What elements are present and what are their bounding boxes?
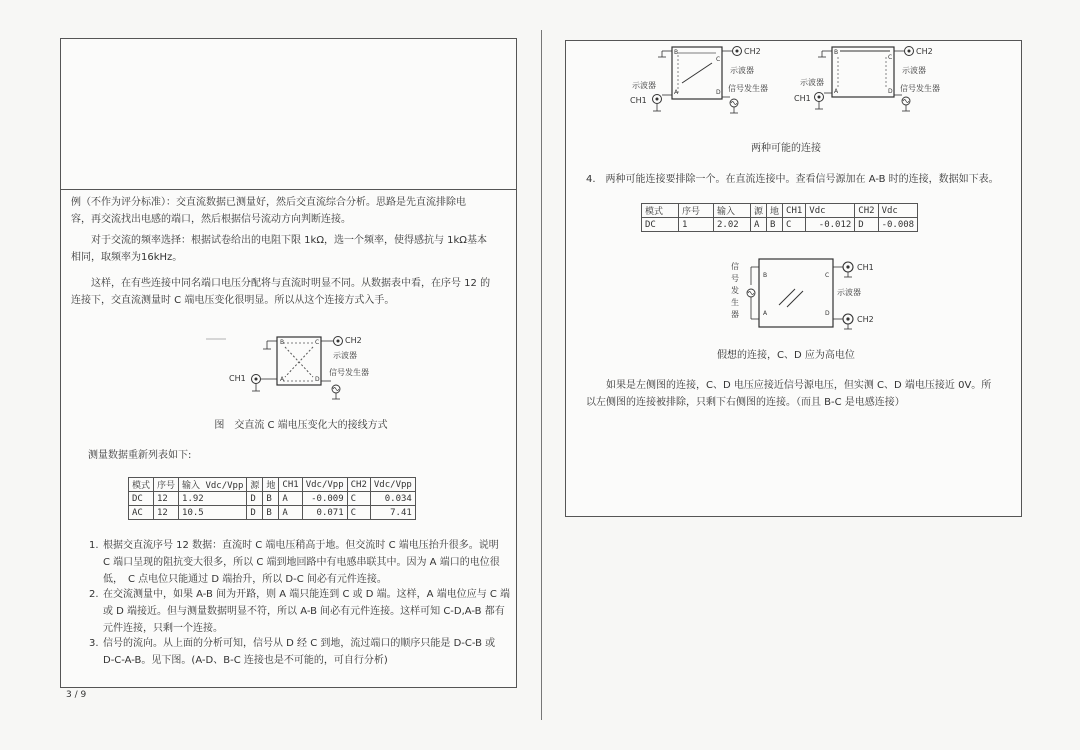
- table-header-cell: 源: [247, 478, 263, 492]
- table-cell: DC: [642, 218, 679, 232]
- right-page-frame: [565, 40, 1022, 517]
- table-row: [129, 492, 416, 506]
- table-cell: B: [767, 218, 783, 232]
- svg-text:B: B: [834, 49, 839, 56]
- svg-text:示波器: 示波器: [632, 81, 656, 90]
- table-header-cell: 地: [263, 478, 279, 492]
- page-number: 3 / 9: [66, 690, 87, 700]
- svg-text:C: C: [716, 56, 721, 63]
- item-4-text: 4. 两种可能连接要排除一个。在直流连接中。查看信号源加在 A-B 时的连接，数据如下表。: [586, 174, 999, 185]
- table-cell: 1: [679, 218, 714, 232]
- table-cell: 2.02: [714, 218, 751, 232]
- table-cell: D: [247, 506, 263, 520]
- svg-text:D: D: [888, 88, 893, 95]
- svg-text:信号发生器: 信号发生器: [329, 368, 369, 377]
- table-header-cell: 序号: [154, 478, 179, 492]
- two-connections-caption: 两种可能的连接: [751, 143, 821, 154]
- svg-text:器: 器: [731, 310, 739, 319]
- list-item-2: 2. 在交流测量中，如果 A-B 间为开路，则 A 端只能连到 C 或 D 端。这样，A 端电位应与 C 端 或 D 端接近。但与测量数据明显不符，所以 A-B 间必有元件连接。这样可知 C-D,A-B 都有 元件连接，只剩一个连接。: [89, 589, 511, 634]
- svg-text:D: D: [315, 376, 320, 383]
- table-cell: A: [279, 492, 302, 506]
- table-cell: A: [751, 218, 767, 232]
- possible-connection-right-diagram: [796, 43, 956, 121]
- svg-text:CH2: CH2: [744, 47, 761, 56]
- table-cell: D: [247, 492, 263, 506]
- paragraph-freq-line2: 相同，取频率为16kHz。: [71, 252, 183, 263]
- svg-text:A: A: [674, 89, 679, 96]
- paragraph-freq-line1: 对于交流的频率选择：根据试卷给出的电阻下限 1kΩ，选一个频率，使得感抗与 1kΩ基本: [91, 235, 487, 246]
- paragraph-intro-line2: 容，再交流找出电感的端口，然后根据信号流动方向判断连接。: [71, 214, 351, 225]
- table-header-cell: 模式: [642, 204, 679, 218]
- svg-text:信号发生器: 信号发生器: [728, 84, 768, 93]
- left-page-frame: [60, 38, 517, 688]
- table-header-cell: CH2: [347, 478, 370, 492]
- table-header-cell: CH1: [783, 204, 806, 218]
- table-cell: DC: [129, 492, 154, 506]
- table-cell: C: [347, 506, 370, 520]
- svg-text:CH2: CH2: [345, 336, 362, 345]
- table-header-cell: 源: [751, 204, 767, 218]
- svg-text:B: B: [674, 49, 679, 56]
- paragraph-conn-line1: 这样，在有些连接中同名端口电压分配将与直流时明显不同。从数据表中看，在序号 12 的: [91, 278, 491, 289]
- svg-text:示波器: 示波器: [902, 66, 926, 75]
- table-header-cell: 输入 Vdc/Vpp: [179, 478, 247, 492]
- figure-caption: 图 交直流 C 端电压变化大的接线方式: [214, 420, 388, 431]
- table-header-cell: 模式: [129, 478, 154, 492]
- table-cell: -0.009: [302, 492, 347, 506]
- table-cell: C: [347, 492, 370, 506]
- table-cell: C: [783, 218, 806, 232]
- svg-text:CH2: CH2: [857, 315, 874, 324]
- list-item-3: 3. 信号的流向。从上面的分析可知，信号从 D 经 C 到地，流过端口的顺序只能是 D-C-B 或 D-C-A-B。见下图。(A-D、B-C 连接也是不可能的，可自行分析): [89, 638, 496, 666]
- table-header-cell: 序号: [679, 204, 714, 218]
- paragraph-intro-line1: 例（不作为评分标准）：交直流数据已测量好，然后交直流综合分析。思路是先直流排除电: [71, 197, 466, 208]
- svg-text:示波器: 示波器: [333, 351, 357, 360]
- paragraph-conn-line2: 连接下，交直流测量时 C 端电压变化很明显。所以从这个连接方式入手。: [71, 295, 395, 306]
- svg-text:A: A: [280, 376, 285, 383]
- table-header-cell: Vdc: [878, 204, 918, 218]
- svg-text:号: 号: [731, 274, 739, 283]
- table-header-row: [129, 478, 416, 492]
- table-cell: B: [263, 506, 279, 520]
- table-row: [129, 506, 416, 520]
- table-cell: B: [263, 492, 279, 506]
- table-cell: A: [279, 506, 302, 520]
- svg-text:信号发生器: 信号发生器: [900, 84, 940, 93]
- table-header-cell: 输入: [714, 204, 751, 218]
- table-header-cell: Vdc: [806, 204, 855, 218]
- conclusion-line1: 如果是左侧图的连接，C、D 电压应接近信号源电压，但实测 C、D 端电压接近 0V。所: [606, 380, 992, 391]
- table-header-cell: Vdc/Vpp: [370, 478, 415, 492]
- svg-text:B: B: [763, 272, 768, 279]
- table-row: [642, 218, 918, 232]
- svg-text:信: 信: [731, 262, 739, 271]
- svg-text:A: A: [834, 88, 839, 95]
- svg-text:CH2: CH2: [916, 47, 933, 56]
- table-header-cell: Vdc/Vpp: [302, 478, 347, 492]
- table-header-row: [642, 204, 918, 218]
- svg-text:CH1: CH1: [794, 94, 811, 103]
- svg-text:发: 发: [731, 286, 739, 295]
- svg-text:示波器: 示波器: [800, 78, 824, 87]
- svg-text:CH1: CH1: [229, 374, 246, 383]
- table-cell: 10.5: [179, 506, 247, 520]
- hypothetical-caption: 假想的连接，C、D 应为高电位: [717, 350, 855, 361]
- table-cell: AC: [129, 506, 154, 520]
- possible-connection-left-diagram: [626, 43, 776, 121]
- left-blank-area-divider: [61, 189, 516, 190]
- svg-text:示波器: 示波器: [730, 66, 754, 75]
- svg-text:CH1: CH1: [630, 96, 647, 105]
- table-header-cell: CH1: [279, 478, 302, 492]
- cross-connection-diagram: [229, 331, 381, 403]
- table-cell: 7.41: [370, 506, 415, 520]
- svg-text:示波器: 示波器: [837, 288, 861, 297]
- table-cell: 12: [154, 492, 179, 506]
- list-item-1: 1. 根据交直流序号 12 数据：直流时 C 端电压稍高于地。但交流时 C 端电压抬升很多。说明 C 端口呈现的阻抗变大很多，所以 C 端到地回路中有电感串联其中。因为 A 端口的电位很 低， C 点电位只能通过 D 端抬升，所以 D-C 间必有元件连接。: [89, 540, 500, 585]
- svg-text:A: A: [763, 310, 768, 317]
- table-cell: -0.008: [878, 218, 918, 232]
- conclusion-line2: 以左侧图的连接被排除，只剩下右侧图的连接。（而且 B-C 是电感连接）: [586, 397, 905, 408]
- table-cell: 1.92: [179, 492, 247, 506]
- table-header-cell: CH2: [855, 204, 878, 218]
- svg-text:D: D: [716, 89, 721, 96]
- table-header-cell: 地: [767, 204, 783, 218]
- svg-text:B: B: [280, 339, 285, 346]
- measurement-table: [128, 477, 416, 520]
- svg-text:生: 生: [731, 298, 739, 307]
- svg-text:C: C: [315, 339, 320, 346]
- table-cell: D: [855, 218, 878, 232]
- table-cell: -0.012: [806, 218, 855, 232]
- table-cell: 0.034: [370, 492, 415, 506]
- dc-measurement-table: [641, 203, 918, 232]
- svg-text:C: C: [825, 272, 830, 279]
- hypothetical-connection-diagram: [721, 253, 891, 345]
- table-intro: 测量数据重新列表如下:: [88, 450, 192, 461]
- svg-text:D: D: [825, 310, 830, 317]
- svg-text:C: C: [888, 54, 893, 61]
- page-divider: [541, 30, 542, 720]
- table-cell: 0.071: [302, 506, 347, 520]
- svg-text:CH1: CH1: [857, 263, 874, 272]
- table-cell: 12: [154, 506, 179, 520]
